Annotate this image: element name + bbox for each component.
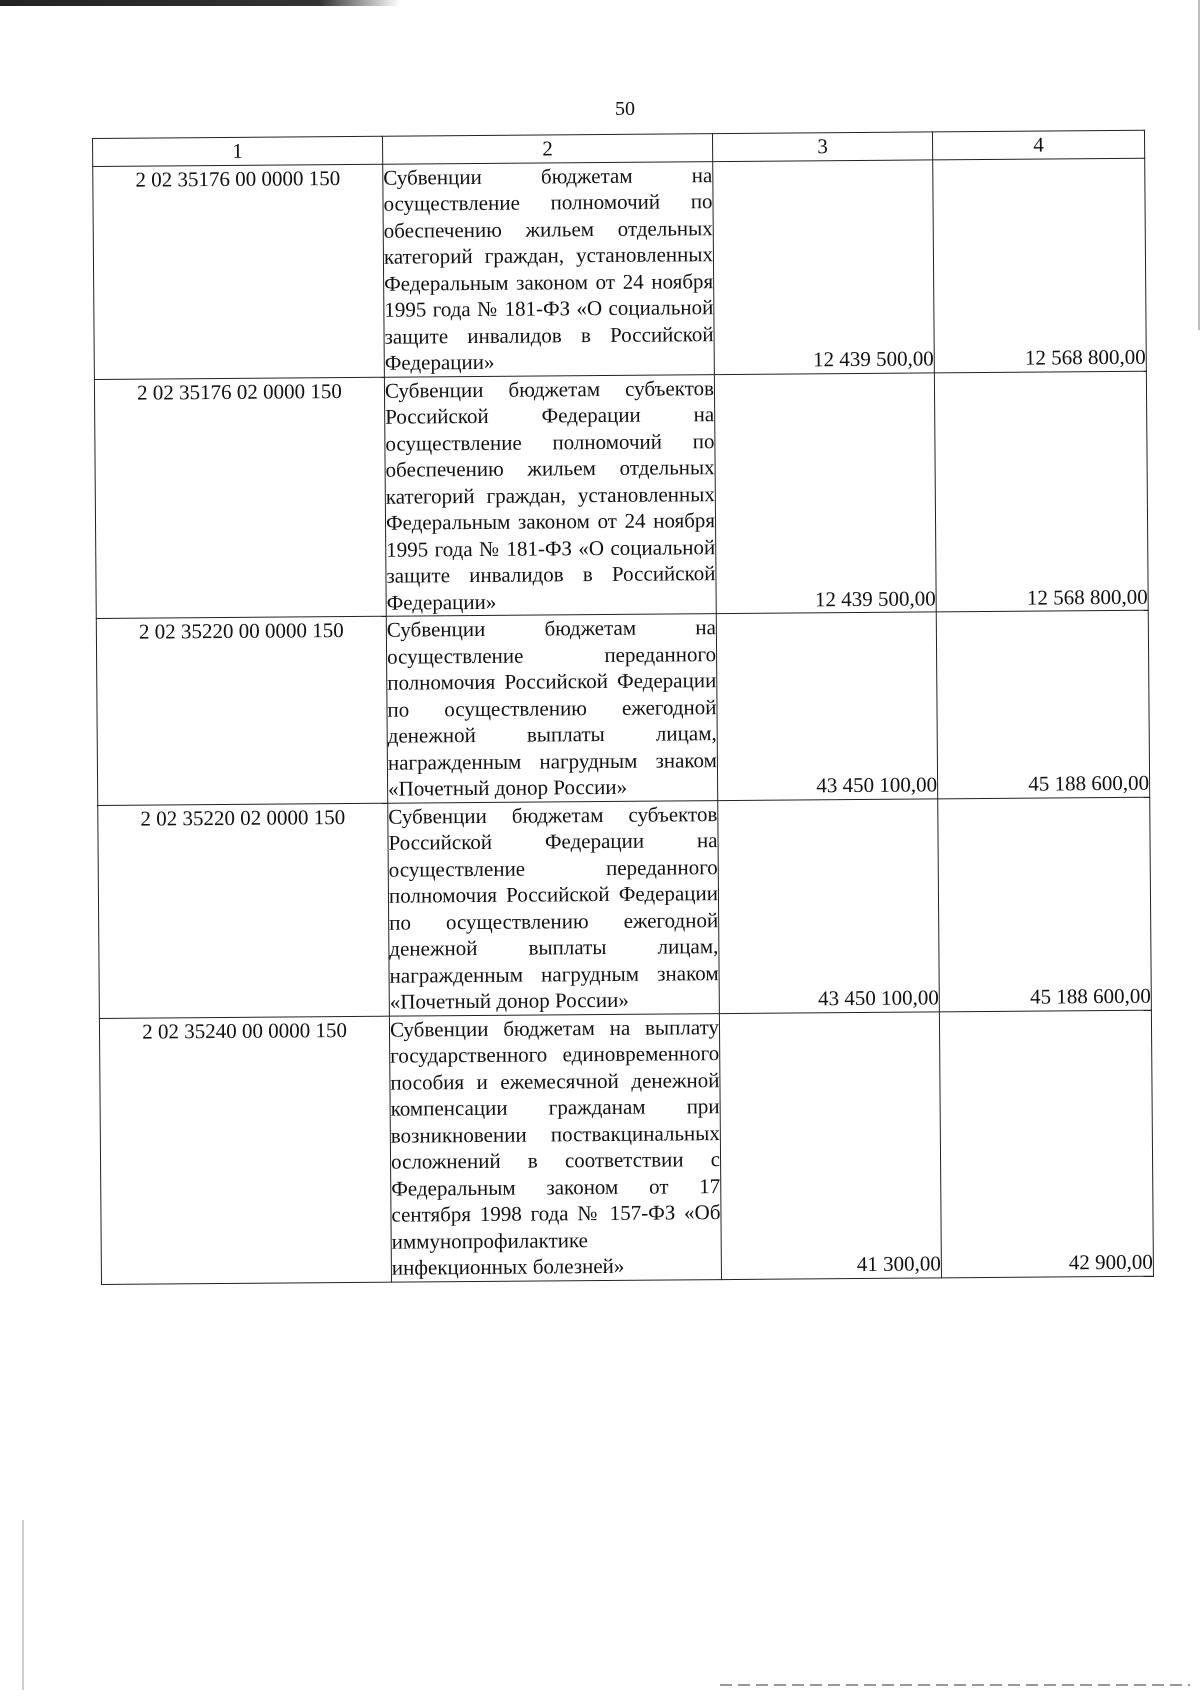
- column-header-2: 2: [382, 134, 712, 164]
- column-header-3: 3: [712, 132, 932, 161]
- row-description: Субвенции бюджетам на осуществление полномочий по обеспечению жильем отдельных категорий граждан, установленных Федеральным законом от 24 ноября 1995 года № 181-ФЗ «О социальной защите инвалидов в Российской Федерации»: [383, 161, 715, 377]
- row-code: 2 02 35176 00 0000 150: [93, 164, 385, 379]
- row-code: 2 02 35220 02 0000 150: [98, 803, 390, 1018]
- table-row: [98, 797, 1152, 1018]
- row-value-3: 12 439 500,00: [713, 159, 935, 374]
- row-description: Субвенции бюджетам субъектов Российской Федерации на осуществление переданного полномочия Российской Федерации по осуществлению ежегодной денежной выплаты лицам, награжденным нагрудным знаком «Почетный донор России»: [388, 800, 720, 1016]
- row-code: 2 02 35220 00 0000 150: [96, 616, 387, 805]
- page-number: 50: [615, 98, 635, 120]
- row-value-4: 45 188 600,00: [936, 610, 1149, 798]
- row-code: 2 02 35240 00 0000 150: [99, 1016, 391, 1284]
- row-value-3: 12 439 500,00: [714, 372, 936, 613]
- table-row: [93, 158, 1147, 379]
- scan-edge-top: [0, 0, 400, 6]
- row-description: Субвенции бюджетам субъектов Российской Федерации на осуществление полномочий по обеспечению жильем отдельных категорий граждан, установленных Федеральным законом от 24 ноября 1995 года № 181-ФЗ «О социальной защите инвалидов в Российской Федерации»: [384, 374, 716, 616]
- row-value-3: 43 450 100,00: [718, 798, 940, 1013]
- table-row: [99, 1010, 1153, 1284]
- scan-edge-left: [22, 1520, 24, 1690]
- row-description: Субвенции бюджетам на выплату государственного единовременного пособия и ежемесячной денежной компенсации гражданам при возникновении поствакцинальных осложнений в соответствии с Федеральным законом от 17 сентября 1998 года № 157-ФЗ «Об иммунопрофилактике инфекционных болезней»: [389, 1013, 721, 1282]
- row-value-4: 45 188 600,00: [938, 797, 1152, 1012]
- row-description: Субвенции бюджетам на осуществление переданного полномочия Российской Федерации по осуществлению ежегодной денежной выплаты лицам, награжденным нагрудным знаком «Почетный донор России»: [386, 614, 717, 803]
- row-value-3: 43 450 100,00: [716, 612, 937, 800]
- row-value-4: 42 900,00: [939, 1010, 1153, 1278]
- scan-edge-bottom: [720, 1684, 1190, 1686]
- column-header-4: 4: [932, 130, 1144, 159]
- table-row: [96, 610, 1149, 805]
- column-header-1: 1: [93, 136, 383, 166]
- row-value-4: 12 568 800,00: [933, 158, 1147, 373]
- table-row: [94, 371, 1148, 619]
- budget-table: [92, 130, 1154, 1285]
- row-value-3: 41 300,00: [719, 1011, 941, 1279]
- row-code: 2 02 35176 02 0000 150: [94, 377, 386, 619]
- row-value-4: 12 568 800,00: [934, 371, 1148, 612]
